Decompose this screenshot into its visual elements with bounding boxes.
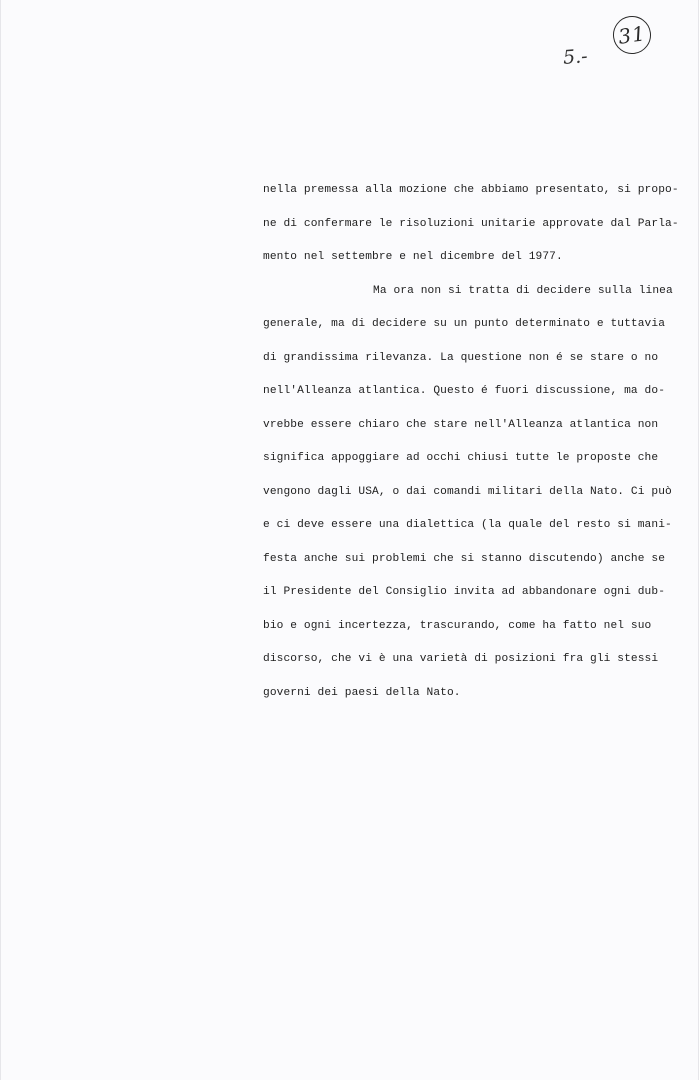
text-line: significa appoggiare ad occhi chiusi tutte le proposte che xyxy=(263,452,659,464)
text-line: ne di confermare le risoluzioni unitarie approvate dal Parla- xyxy=(263,217,679,230)
archive-number-circle xyxy=(611,14,654,57)
text-line: nella premessa alla mozione che abbiamo presentato, si propo- xyxy=(263,184,679,196)
text-line: nell'Alleanza atlantica. Questo é fuori discussione, ma do- xyxy=(263,385,666,397)
text-line: generale, ma di decidere su un punto determinato e tuttavia xyxy=(263,318,666,330)
text-line: festa anche sui problemi che si stanno discutendo) anche se xyxy=(263,552,666,565)
archive-number: 31 xyxy=(616,21,648,49)
text-line: di grandissima rilevanza. La questione non é se stare o no xyxy=(263,351,659,364)
text-line: bio e ogni incertezza, trascurando, come ha fatto nel suo xyxy=(263,619,652,632)
text-line: vengono dagli USA, o dai comandi militari della Nato. Ci può xyxy=(263,485,672,498)
text-line: vrebbe essere chiaro che stare nell'Alleanza atlantica non xyxy=(263,418,659,431)
text-line: governi dei paesi della Nato. xyxy=(263,686,461,699)
text-line: il Presidente del Consiglio invita ad abbandonare ogni dub- xyxy=(263,586,666,598)
text-line-paragraph-start: Ma ora non si tratta di decidere sulla linea xyxy=(373,284,673,297)
typed-text-body xyxy=(263,182,683,718)
page-number: 5.- xyxy=(562,45,589,69)
text-line: discorso, che vi è una varietà di posizioni fra gli stessi xyxy=(263,653,659,665)
text-line: e ci deve essere una dialettica (la quale del resto si mani- xyxy=(263,519,672,531)
text-line: mento nel settembre e nel dicembre del 1977. xyxy=(263,251,563,263)
